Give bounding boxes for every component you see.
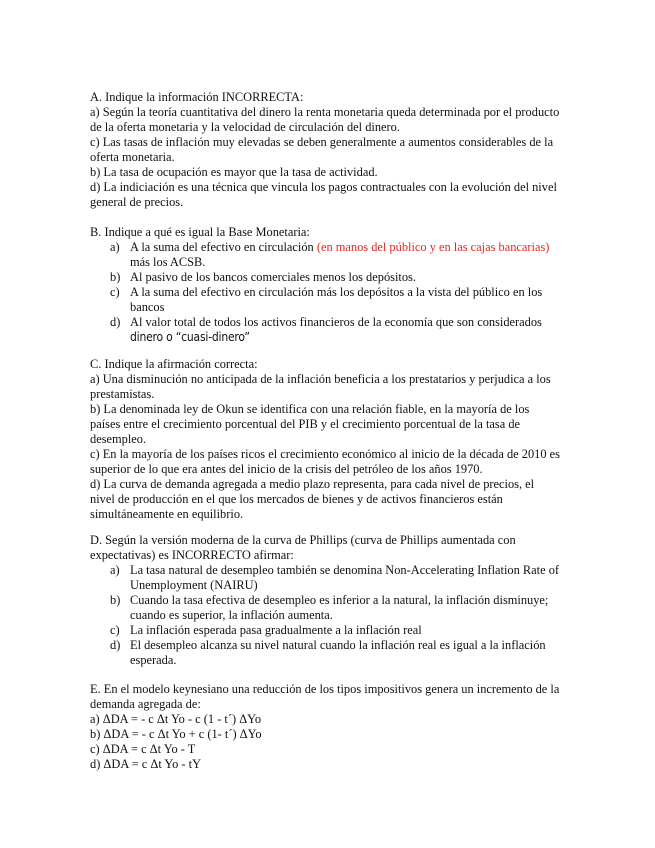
- question-a-option-a: a) Según la teoría cuantitativa del dinero la renta monetaria queda determinada por el producto de la oferta monetaria y la velocidad de circulación del dinero.: [90, 105, 560, 134]
- option-text: Al pasivo de los bancos comerciales menos los depósitos.: [130, 270, 416, 284]
- question-d-stem: D. Según la versión moderna de la curva de Phillips (curva de Phillips aumentada con expectativas) es INCORRECTO afirmar:: [90, 533, 516, 562]
- question-b-option-d: [90, 315, 560, 345]
- option-text: A la suma del efectivo en circulación más los depósitos a la vista del público en los bancos: [130, 285, 543, 314]
- option-text: El desempleo alcanza su nivel natural cuando la inflación real es igual a la inflación esperada.: [130, 638, 546, 667]
- question-a-option-c: c) Las tasas de inflación muy elevadas se deben generalmente a aumentos considerables de la oferta monetaria.: [90, 135, 554, 164]
- question-d-option-c: [90, 623, 560, 638]
- question-e: [90, 682, 560, 772]
- question-b-stem: B. Indique a qué es igual la Base Monetaria:: [90, 225, 310, 239]
- option-label: b): [110, 593, 121, 607]
- question-b-option-a: [90, 240, 560, 270]
- option-text: Cuando la tasa efectiva de desempleo es inferior a la natural, la inflación disminuye; cuando es superior, la inflación aumenta.: [130, 593, 549, 622]
- question-e-option-a: a) ΔDA = - c Δt Yo - c (1 - t´) ΔYo: [90, 712, 262, 726]
- question-b-option-c: [90, 285, 560, 315]
- option-label: c): [110, 623, 120, 637]
- question-e-option-c: c) ΔDA = c Δt Yo - T: [90, 742, 196, 756]
- question-c-stem: C. Indique la afirmación correcta:: [90, 357, 258, 371]
- option-label: d): [110, 638, 121, 652]
- question-a: [90, 90, 560, 210]
- question-d-option-d: [90, 638, 560, 668]
- question-a-option-d: d) La indiciación es una técnica que vincula los pagos contractuales con la evolución del nivel general de precios.: [90, 180, 557, 209]
- question-b-options: [90, 240, 560, 345]
- option-text-continued: dinero o “cuasi-dinero”: [130, 330, 250, 344]
- question-a-option-b: b) La tasa de ocupación es mayor que la tasa de actividad.: [90, 165, 378, 179]
- question-c-option-d: d) La curva de demanda agregada a medio plazo representa, para cada nivel de precios, el nivel de producción en el que los mercados de bienes y de activos financieros están simultáneamente en equilibrio.: [90, 477, 535, 521]
- option-text: A la suma del efectivo en circulación: [130, 240, 317, 254]
- question-e-stem: E. En el modelo keynesiano una reducción de los tipos impositivos genera un incremento de la demanda agregada de:: [90, 682, 560, 711]
- option-label: c): [110, 285, 120, 299]
- question-d-options: [90, 563, 560, 668]
- option-label: d): [110, 315, 121, 329]
- question-d-option-b: [90, 593, 560, 623]
- option-text-end: más los ACSB.: [130, 255, 206, 269]
- option-text: La tasa natural de desempleo también se denomina Non-Accelerating Inflation Rate of Unemployment (NAIRU): [130, 563, 560, 592]
- option-label: a): [110, 563, 120, 577]
- option-label: a): [110, 240, 120, 254]
- highlighted-text: (en manos del público y en las cajas bancarias): [316, 240, 550, 254]
- question-d: [90, 533, 560, 668]
- question-e-option-d: d) ΔDA = c Δt Yo - tY: [90, 757, 202, 771]
- option-text: Al valor total de todos los activos financieros de la economía que son considerados: [130, 315, 542, 329]
- option-label: b): [110, 270, 121, 284]
- question-e-option-b: b) ΔDA = - c Δt Yo + c (1- t´) ΔYo: [90, 727, 262, 741]
- question-c-option-a: a) Una disminución no anticipada de la inflación beneficia a los prestatarios y perjudica a los prestamistas.: [90, 372, 551, 401]
- question-b: [90, 225, 560, 345]
- question-b-option-b: [90, 270, 560, 285]
- question-c-option-c: c) En la mayoría de los países ricos el crecimiento económico al inicio de la década de 2010 es superior de lo que era antes del inicio de la crisis del petróleo de los años 1970.: [90, 447, 560, 476]
- question-d-option-a: [90, 563, 560, 593]
- question-a-stem: A. Indique la información INCORRECTA:: [90, 90, 304, 104]
- question-c: [90, 357, 560, 522]
- option-text: La inflación esperada pasa gradualmente a la inflación real: [130, 623, 422, 637]
- question-c-option-b: b) La denominada ley de Okun se identifica con una relación fiable, en la mayoría de los países entre el crecimiento porcentual del PIB y el crecimiento porcentual de la tasa de desempleo.: [90, 402, 530, 446]
